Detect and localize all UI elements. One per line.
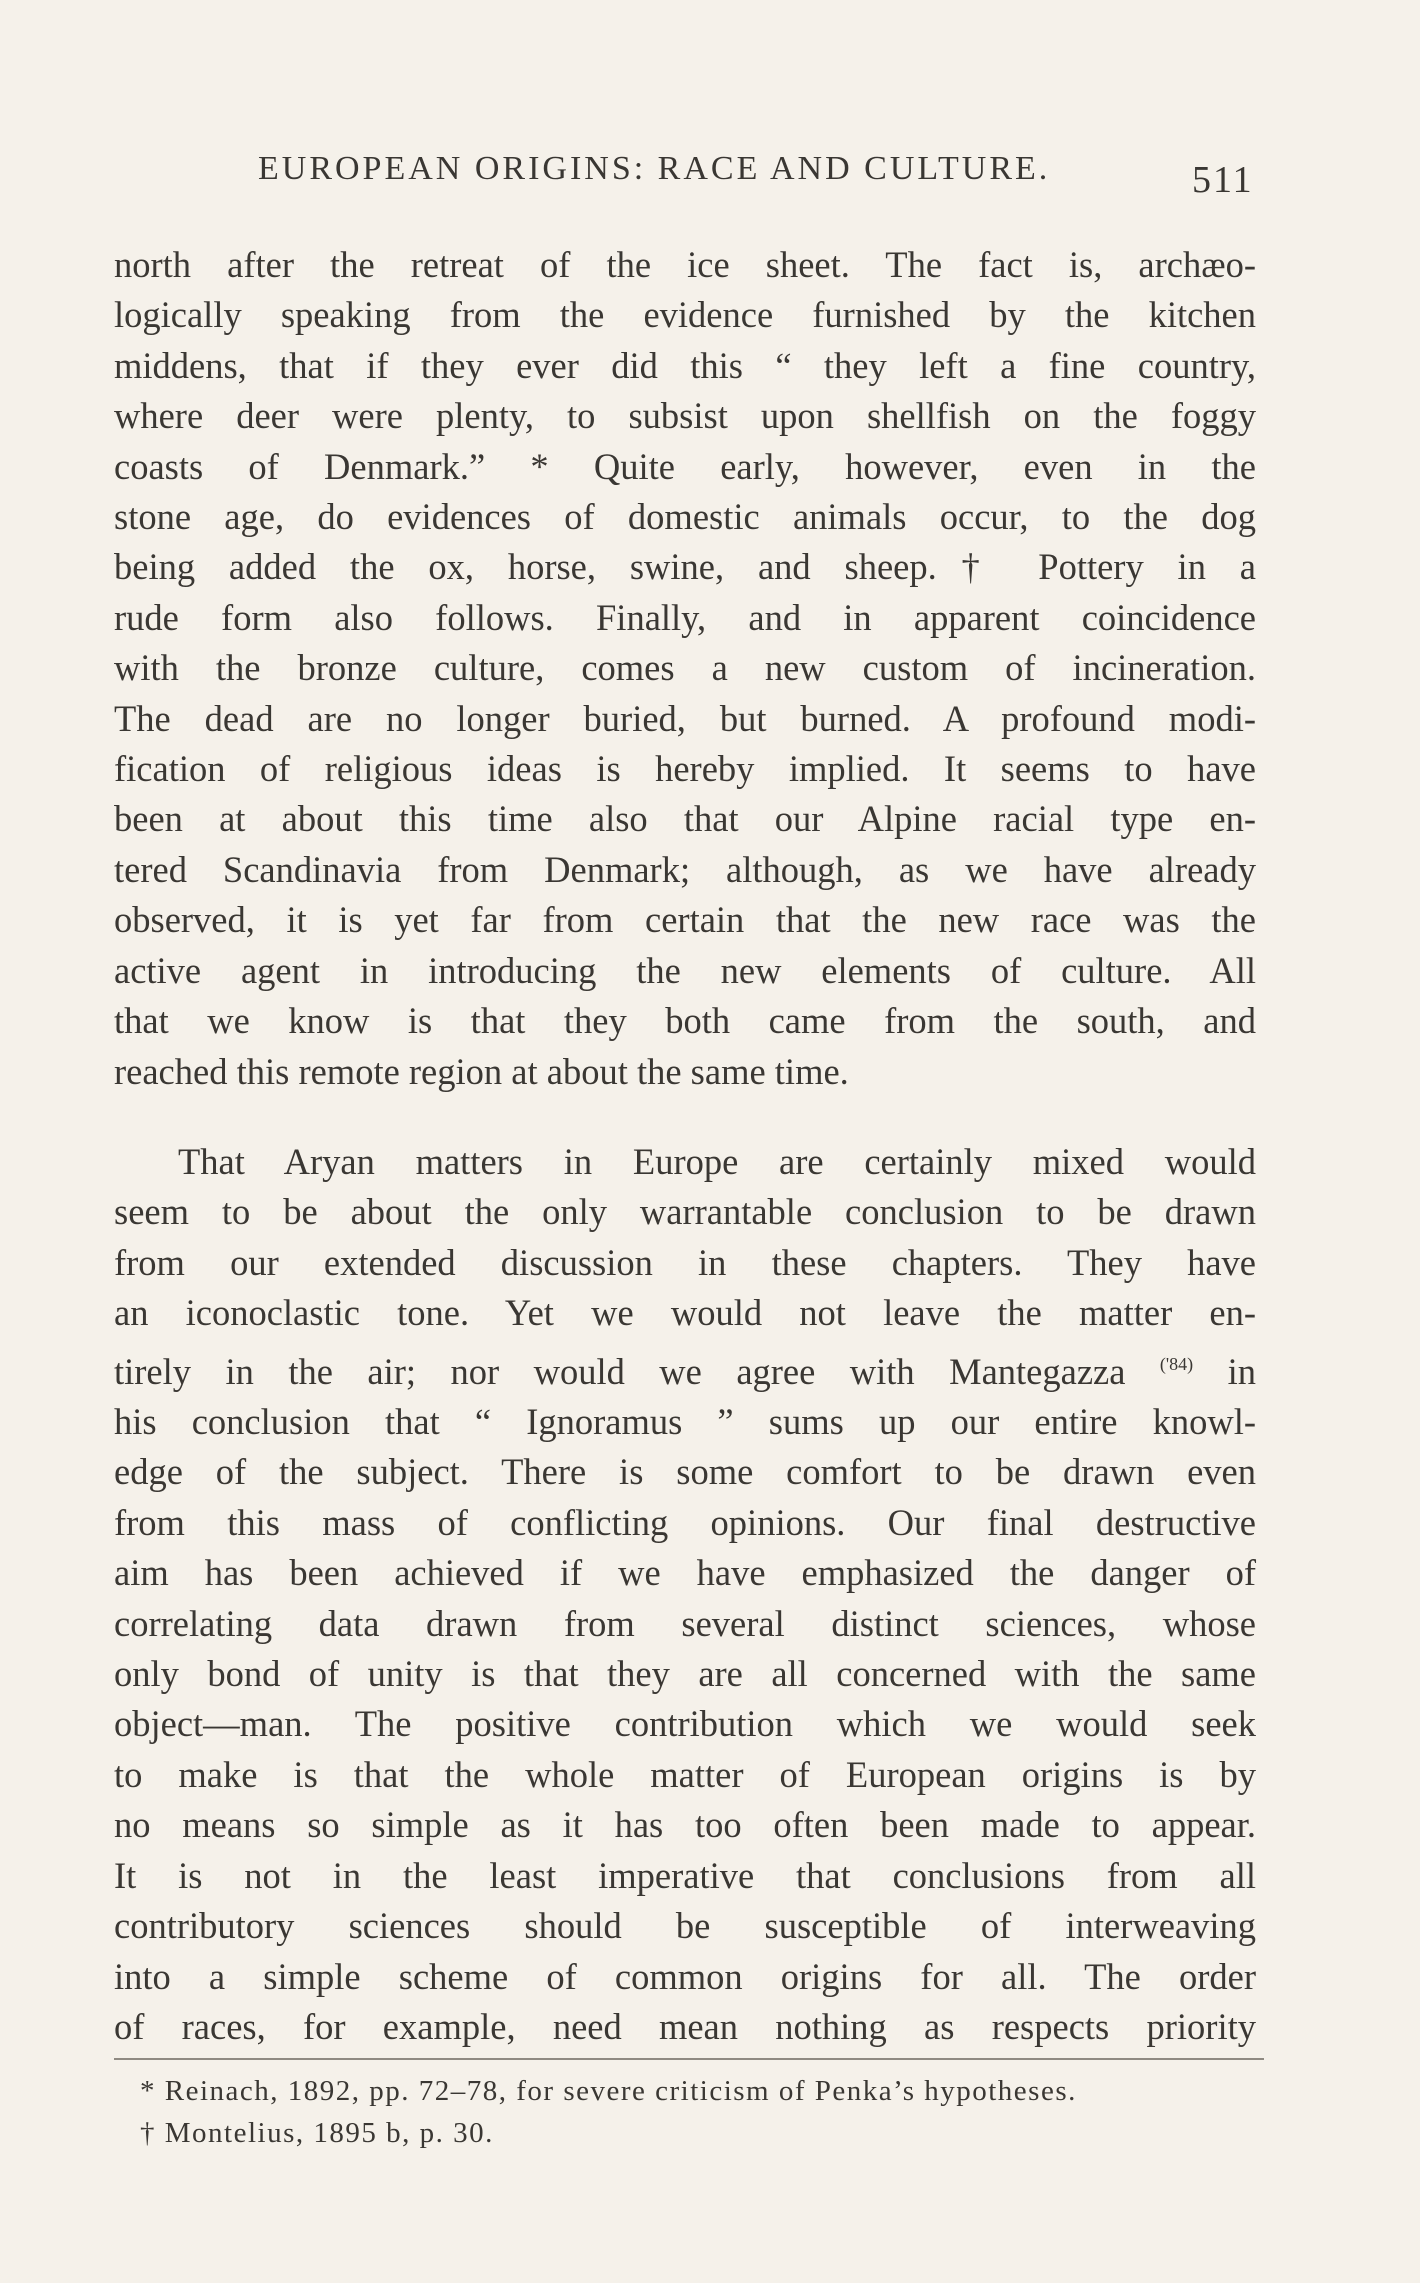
paragraph-1 — [114, 240, 1256, 1097]
text-line: edge of the subject. There is some comfort to be drawn even — [114, 1451, 1256, 1493]
paragraph-2 — [114, 1137, 1256, 2052]
text-line: to make is that the whole matter of European origins is by — [114, 1753, 1256, 1795]
text-line: aim has been achieved if we have emphasized the danger of — [114, 1552, 1256, 1594]
text-line: reached this remote region at about the same time. — [114, 1050, 849, 1092]
text-segment: tirely in the air; nor would we agree with Mantegazza — [114, 1350, 1126, 1392]
text-line: middens, that if they ever did this “ they left a fine country, — [114, 344, 1256, 386]
text-line: That Aryan matters in Europe are certainly mixed would — [178, 1141, 1256, 1182]
footnotes — [140, 2070, 1240, 2154]
text-line: from our extended discussion in these chapters. They have — [114, 1241, 1256, 1283]
text-line: The dead are no longer buried, but burned. A profound modi- — [114, 697, 1256, 739]
text-line: correlating data drawn from several distinct sciences, whose — [114, 1602, 1256, 1644]
text-line: rude form also follows. Finally, and in apparent coincidence — [114, 596, 1256, 638]
text-line: It is not in the least imperative that conclusions from all — [114, 1854, 1256, 1896]
text-line: observed, it is yet far from certain that the new race was the — [114, 899, 1256, 941]
text-line: been at about this time also that our Alpine racial type en- — [114, 798, 1256, 840]
text-line: seem to be about the only warrantable conclusion to be drawn — [114, 1191, 1256, 1233]
text-line: an iconoclastic tone. Yet we would not leave the matter en- — [114, 1292, 1256, 1334]
running-head: EUROPEAN ORIGINS: RACE AND CULTURE. — [258, 150, 1051, 187]
page-number: 511 — [1192, 159, 1254, 201]
text-line: north after the retreat of the ice sheet. The fact is, archæo- — [114, 244, 1256, 285]
text-line: of races, for example, need mean nothing as respects priority — [114, 2005, 1256, 2047]
text-segment: in — [1227, 1350, 1257, 1392]
text-line: from this mass of conflicting opinions. Our final destructive — [114, 1501, 1256, 1543]
text-line: coasts of Denmark.” * Quite early, however, even in the — [114, 445, 1256, 487]
text-line-with-citation — [114, 1339, 1256, 1397]
text-line: that we know is that they both came from the south, and — [114, 1000, 1256, 1042]
text-line: being added the ox, horse, swine, and sheep.† Pottery in a — [114, 546, 1256, 588]
text-line: logically speaking from the evidence furnished by the kitchen — [114, 294, 1256, 336]
text-line: into a simple scheme of common origins for all. The order — [114, 1955, 1256, 1997]
footnote-item: * Reinach, 1892, pp. 72–78, for severe criticism of Penka’s hypotheses. — [140, 2075, 1077, 2107]
text-line: tered Scandinavia from Denmark; although, as we have already — [114, 848, 1256, 890]
citation-marker: ('84) — [1159, 1353, 1194, 1374]
footnote-divider — [114, 2058, 1264, 2060]
text-line: fication of religious ideas is hereby implied. It seems to have — [114, 748, 1256, 790]
text-line: with the bronze culture, comes a new custom of incineration. — [114, 647, 1256, 689]
text-line: stone age, do evidences of domestic animals occur, to the dog — [114, 496, 1256, 538]
text-line: his conclusion that “ Ignoramus ” sums up our entire knowl- — [114, 1401, 1256, 1443]
text-line: object—man. The positive contribution which we would seek — [114, 1703, 1256, 1745]
text-line: only bond of unity is that they are all concerned with the same — [114, 1653, 1256, 1695]
footnote-item: † Montelius, 1895 b, p. 30. — [140, 2117, 494, 2149]
text-line: active agent in introducing the new elements of culture. All — [114, 949, 1256, 991]
text-line: where deer were plenty, to subsist upon shellfish on the foggy — [114, 395, 1256, 437]
text-line: no means so simple as it has too often been made to appear. — [114, 1804, 1256, 1846]
text-line: contributory sciences should be susceptible of interweaving — [114, 1905, 1256, 1947]
